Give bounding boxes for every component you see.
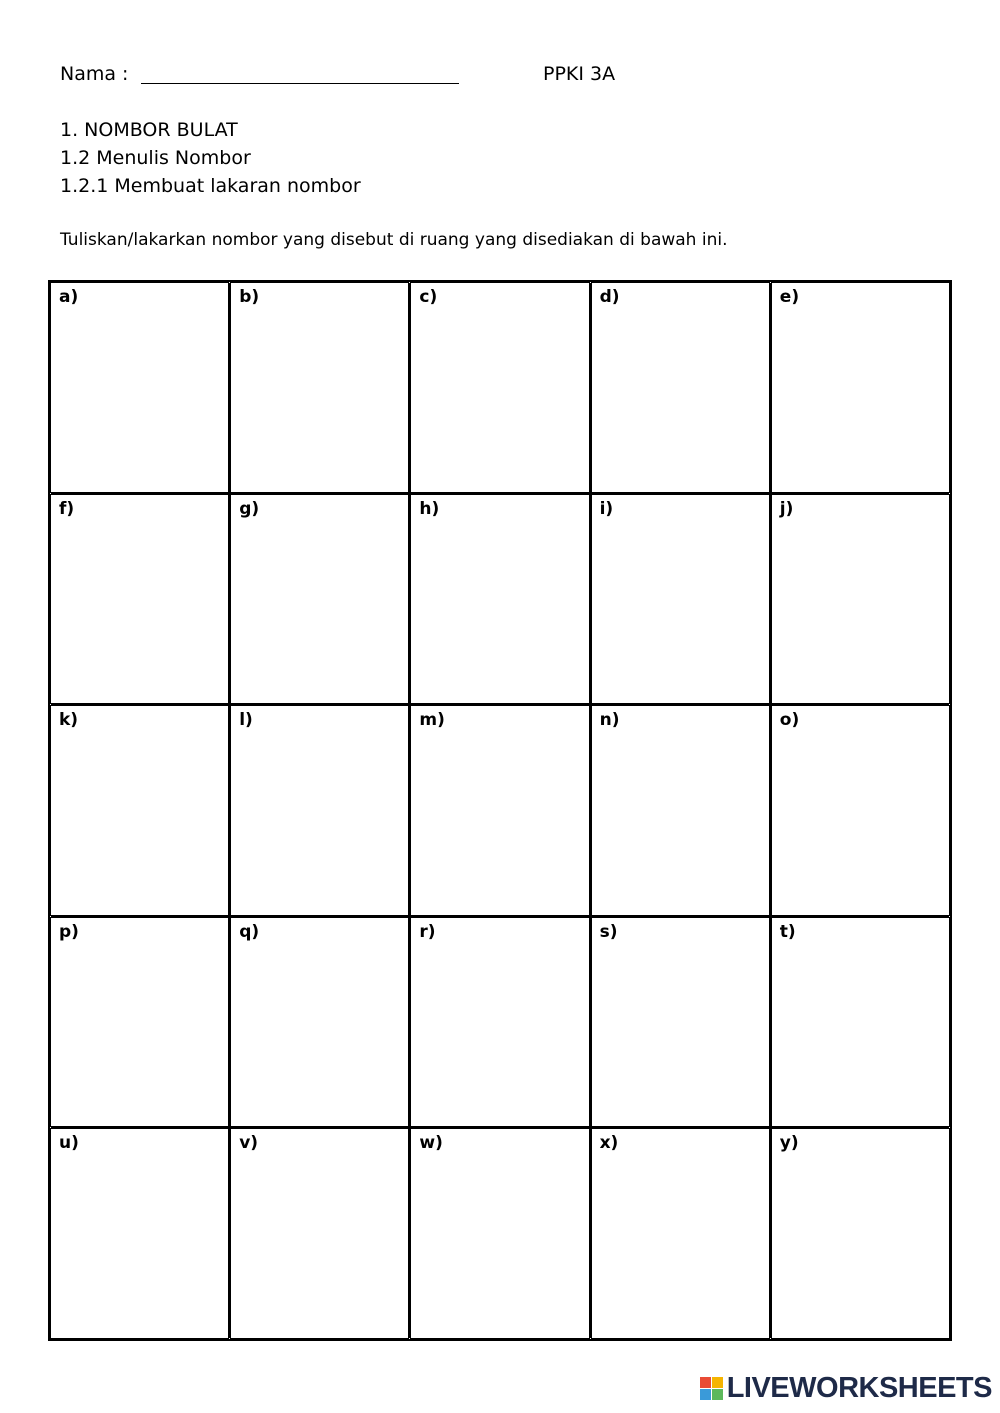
answer-box-label: j) [779,498,794,519]
answer-box-y[interactable] [772,1129,949,1338]
logo-block [712,1389,723,1400]
topic-title: 1. NOMBOR BULAT [60,119,238,141]
answer-box-p[interactable] [51,918,228,1127]
answer-box-r[interactable] [411,918,588,1127]
answer-box-f[interactable] [51,495,228,704]
answer-box-g[interactable] [231,495,408,704]
answer-box-o[interactable] [772,706,949,915]
answer-box-label: g) [239,498,260,519]
liveworksheets-logo [700,1372,992,1405]
answer-box-label: f) [59,498,75,519]
answer-box-label: o) [779,710,800,731]
answer-box-label: n) [599,710,620,731]
answer-box-label: y) [779,1133,799,1154]
answer-box-e[interactable] [772,283,949,492]
answer-box-k[interactable] [51,706,228,915]
subtopic-title: 1.2 Menulis Nombor [60,147,251,169]
answer-grid [48,280,952,1341]
answer-box-label: d) [599,287,620,307]
learning-standard: 1.2.1 Membuat lakaran nombor [60,175,361,197]
answer-box-label: m) [419,710,445,731]
answer-box-x[interactable] [592,1129,769,1338]
answer-box-d[interactable] [592,283,769,492]
name-field [60,60,459,88]
logo-mark-icon [700,1377,723,1400]
name-label: Nama : [60,63,129,85]
answer-box-label: c) [419,287,438,307]
answer-box-label: q) [239,921,260,942]
answer-box-label: p) [59,921,79,942]
answer-box-label: e) [779,287,800,307]
answer-box-label: w) [419,1133,443,1154]
answer-box-label: u) [59,1133,79,1154]
answer-box-u[interactable] [51,1129,228,1338]
answer-box-t[interactable] [772,918,949,1127]
answer-box-label: r) [419,921,436,942]
answer-box-j[interactable] [772,495,949,704]
answer-box-q[interactable] [231,918,408,1127]
answer-box-label: h) [419,498,440,519]
logo-block [712,1377,723,1388]
answer-box-label: k) [59,710,79,731]
answer-box-m[interactable] [411,706,588,915]
answer-box-b[interactable] [231,283,408,492]
instruction-text: Tuliskan/lakarkan nombor yang disebut di ruang yang disediakan di bawah ini. [60,230,728,250]
name-blank-line[interactable] [141,83,459,84]
logo-block [700,1377,711,1388]
answer-box-w[interactable] [411,1129,588,1338]
answer-box-c[interactable] [411,283,588,492]
answer-box-label: x) [599,1133,619,1154]
answer-box-label: i) [599,498,614,519]
answer-box-h[interactable] [411,495,588,704]
answer-box-v[interactable] [231,1129,408,1338]
answer-box-n[interactable] [592,706,769,915]
topic-headings [60,116,361,200]
class-label: PPKI 3A [543,63,616,85]
answer-box-label: a) [59,287,79,307]
answer-box-l[interactable] [231,706,408,915]
answer-box-label: v) [239,1133,259,1154]
answer-box-label: t) [779,921,796,942]
answer-box-s[interactable] [592,918,769,1127]
answer-box-label: b) [239,287,260,307]
logo-block [700,1389,711,1400]
answer-box-i[interactable] [592,495,769,704]
answer-box-a[interactable] [51,283,228,492]
logo-wordmark: LIVEWORKSHEETS [726,1372,992,1404]
answer-box-label: l) [239,710,253,731]
answer-box-label: s) [599,921,618,942]
